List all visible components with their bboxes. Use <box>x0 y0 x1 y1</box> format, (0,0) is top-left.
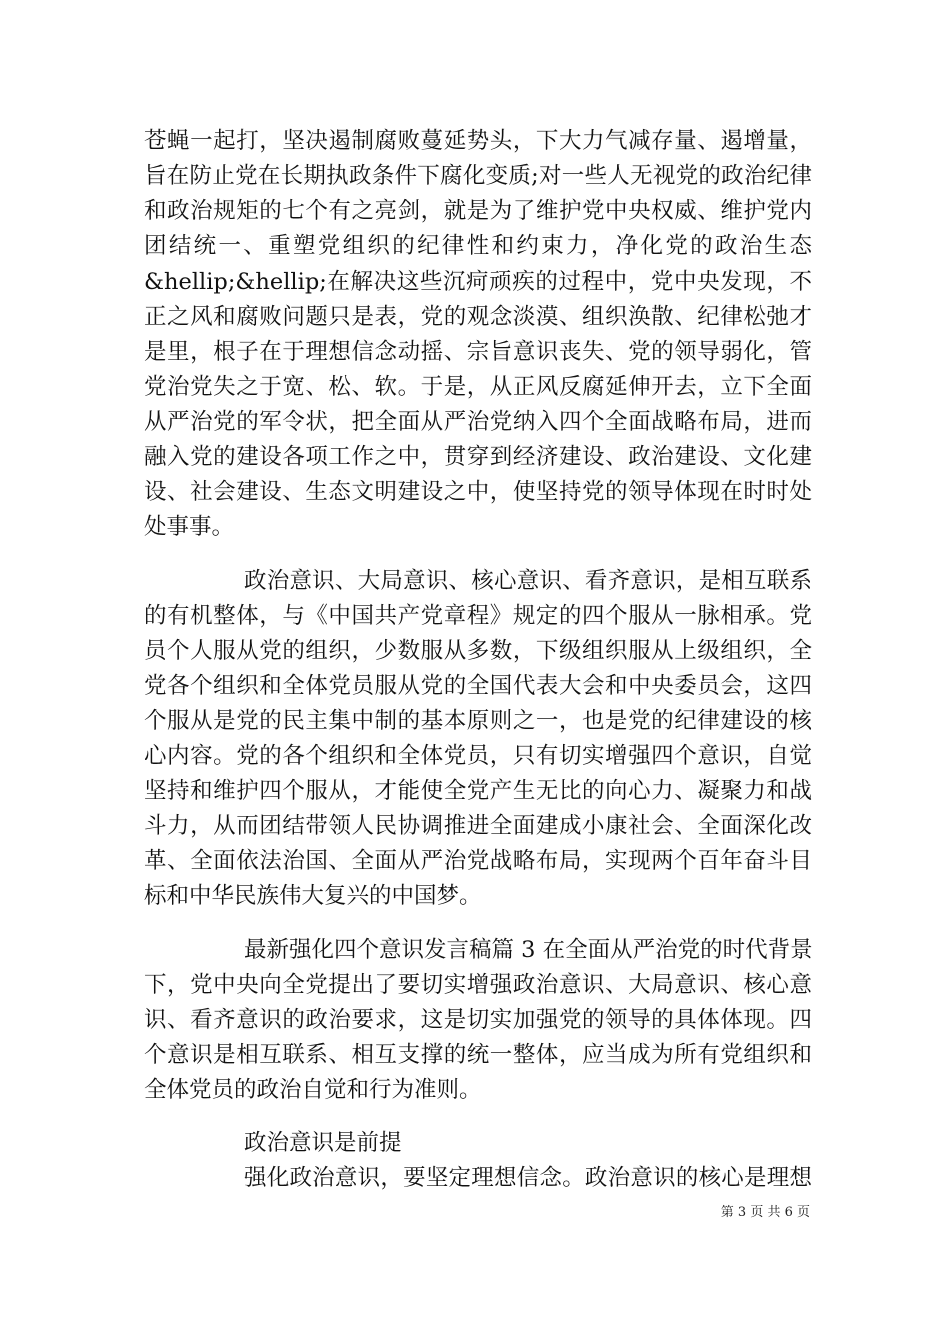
text-line: 个服从是党的民主集中制的基本原则之一，也是党的纪律建设的核 <box>144 708 812 734</box>
text-line: 苍蝇一起打，坚决遏制腐败蔓延势头，下大力气减存量、遏增量， <box>144 128 812 154</box>
text-line: &hellip;&hellip;在解决这些沉疴顽疾的过程中，党中央发现，不 <box>144 269 812 295</box>
paragraph-first-line: 政治意识、大局意识、核心意识、看齐意识，是相互联系 <box>244 568 812 594</box>
text-line: 革、全面依法治国、全面从严治党战略布局，实现两个百年奋斗目 <box>144 848 812 874</box>
text-line: 心内容。党的各个组织和全体党员，只有切实增强四个意识，自觉 <box>144 743 812 769</box>
text-line: 正之风和腐败问题只是表，党的观念淡漠、组织涣散、纪律松弛才 <box>144 304 812 330</box>
text-line: 个意识是相互联系、相互支撑的统一整体，应当成为所有党组织和 <box>144 1042 812 1068</box>
text-line: 党治党失之于宽、松、软。于是，从正风反腐延伸开去，立下全面 <box>144 374 812 400</box>
paragraph-first-line: 强化政治意识，要坚定理想信念。政治意识的核心是理想 <box>244 1165 812 1191</box>
page-number: 第 3 页 共 6 页 <box>720 1205 810 1220</box>
text-line: 设、社会建设、生态文明建设之中，使坚持党的领导体现在时时处 <box>144 479 812 505</box>
paragraph-first-line: 最新强化四个意识发言稿篇 3 在全面从严治党的时代背景 <box>244 937 813 963</box>
text-line: 处事事。 <box>144 514 235 540</box>
text-line: 是里，根子在于理想信念动摇、宗旨意识丧失、党的领导弱化，管 <box>144 339 812 365</box>
text-line: 的有机整体，与《中国共产党章程》规定的四个服从一脉相承。党 <box>144 603 812 629</box>
text-line: 标和中华民族伟大复兴的中国梦。 <box>144 883 482 909</box>
text-line: 从严治党的军令状，把全面从严治党纳入四个全面战略布局，进而 <box>144 409 812 435</box>
text-line: 党各个组织和全体党员服从党的全国代表大会和中央委员会，这四 <box>144 673 812 699</box>
text-line: 团结统一、重塑党组织的纪律性和约束力，净化党的政治生态 <box>144 233 812 259</box>
text-line: 旨在防止党在长期执政条件下腐化变质;对一些人无视党的政治纪律 <box>144 163 812 189</box>
text-line: 坚持和维护四个服从，才能使全党产生无比的向心力、凝聚力和战 <box>144 778 812 804</box>
text-line: 斗力，从而团结带领人民协调推进全面建成小康社会、全面深化改 <box>144 813 812 839</box>
text-line: 和政治规矩的七个有之亮剑，就是为了维护党中央权威、维护党内 <box>144 198 812 224</box>
text-line: 全体党员的政治自觉和行为准则。 <box>144 1077 482 1103</box>
text-line: 下，党中央向全党提出了要切实增强政治意识、大局意识、核心意 <box>144 972 812 998</box>
section-heading: 政治意识是前提 <box>244 1130 402 1156</box>
text-line: 员个人服从党的组织，少数服从多数，下级组织服从上级组织，全 <box>144 638 812 664</box>
text-line: 融入党的建设各项工作之中，贯穿到经济建设、政治建设、文化建 <box>144 444 812 470</box>
text-line: 识、看齐意识的政治要求，这是切实加强党的领导的具体体现。四 <box>144 1007 812 1033</box>
